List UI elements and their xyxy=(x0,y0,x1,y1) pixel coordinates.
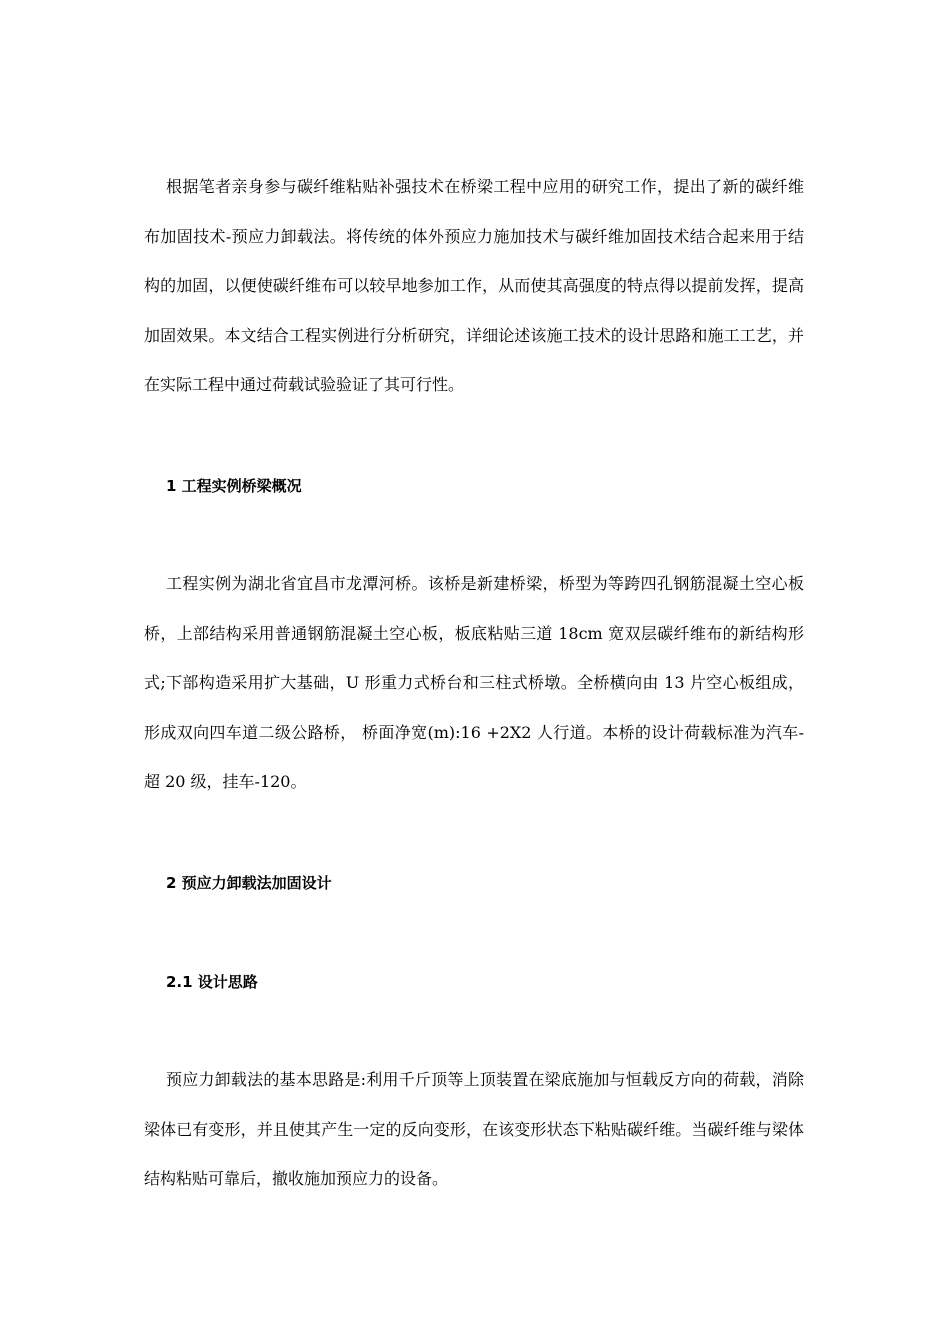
intro-paragraph: 根据笔者亲身参与碳纤维粘贴补强技术在桥梁工程中应用的研究工作，提出了新的碳纤维布加固技术-预应力卸载法。将传统的体外预应力施加技术与碳纤维加固技术结合起来用于结构的加固，以便使碳纤维布可以较早地参加工作，从而使其高强度的特点得以提前发挥，提高加固效果。本文结合工程实例进行分析研究，详细论述该施工技术的设计思路和施工工艺，并在实际工程中通过荷载试验验证了其可行性。 xyxy=(144,177,804,394)
subsection-heading-2-1: 2.1 设计思路 xyxy=(166,973,258,991)
section-heading-2: 2 预应力卸载法加固设计 xyxy=(166,874,332,892)
section-heading-1: 1 工程实例桥梁概况 xyxy=(166,477,302,495)
bridge-overview-paragraph: 工程实例为湖北省宜昌市龙潭河桥。该桥是新建桥梁，桥型为等跨四孔钢筋混凝土空心板桥，上部结构采用普通钢筋混凝土空心板，板底粘贴三道 18cm 宽双层碳纤维布的新结构形式;下部构造采用扩大基础，U 形重力式桥台和三柱式桥墩。全桥横向由 13 片空心板组成，形成双向四车道二级公路桥， 桥面净宽(m):16 +2X2 人行道。本桥的设计荷载标准为汽车-超 20 级，挂车-120。 xyxy=(144,574,804,791)
design-idea-paragraph: 预应力卸载法的基本思路是:利用千斤顶等上顶装置在梁底施加与恒载反方向的荷载，消除梁体已有变形，并且使其产生一定的反向变形，在该变形状态下粘贴碳纤维。当碳纤维与梁体结构粘贴可靠后，撤收施加预应力的设备。 xyxy=(144,1070,804,1188)
